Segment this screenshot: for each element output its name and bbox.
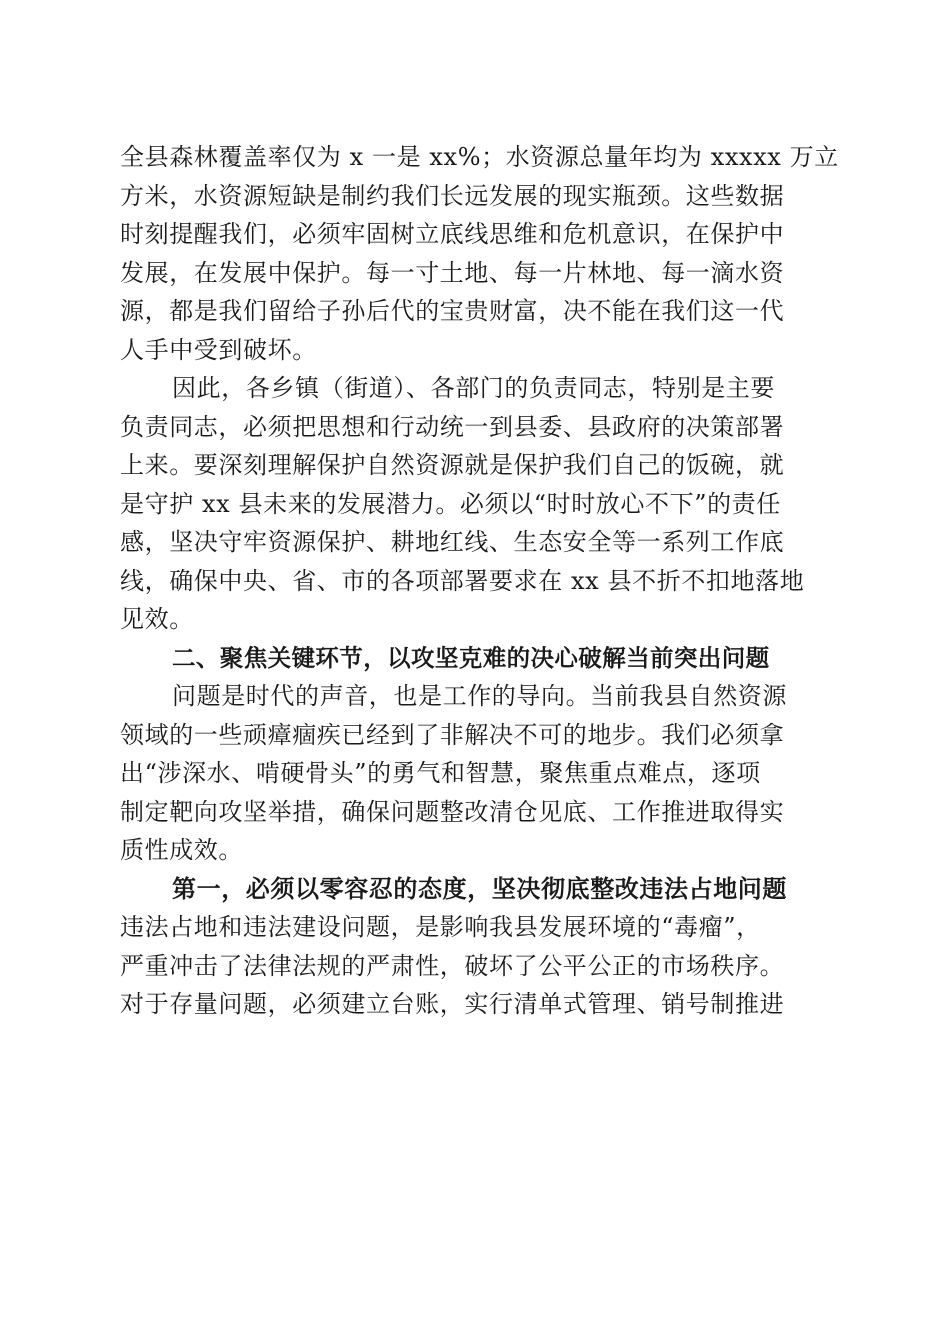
text-line: 出“涉深水、啃硬骨头”的勇气和智慧，聚焦重点难点，逐项 — [120, 759, 761, 787]
text-line: 质性成效。 — [120, 836, 243, 864]
paragraph — [120, 369, 830, 639]
text-line: 人手中受到破坏。 — [120, 335, 317, 364]
text-line: 线，确保中央、省、市的各项部署要求在 xx 县不折不扣地落地 — [120, 566, 805, 595]
text-line: 时刻提醒我们，必须牢固树立底线思维和危机意识，在保护中 — [120, 220, 785, 248]
text-line: 源，都是我们留给子孙后代的宝贵财富，决不能在我们这一代 — [120, 297, 785, 325]
document-page — [120, 138, 839, 1024]
text-line: 是守护 xx 县未来的发展潜力。必须以“时时放心不下”的责任 — [120, 489, 781, 518]
paragraph — [120, 677, 830, 870]
text-line: 发展，在发展中保护。每一寸土地、每一片林地、每一滴水资 — [120, 258, 785, 287]
text-line: 上来。要深刻理解保护自然资源就是保护我们自己的饭碗，就 — [120, 451, 785, 479]
text-line: 见效。 — [120, 605, 194, 633]
text-line: 方米，水资源短缺是制约我们长远发展的现实瓶颈。这些数据 — [120, 181, 785, 210]
text-line: 对于存量问题，必须建立台账，实行清单式管理、销号制推进 — [120, 990, 785, 1018]
subheading-line: 第一，必须以零容忍的态度，坚决彻底整改违法占地问题 — [172, 873, 787, 903]
text-line: 领域的一些顽瘴痼疾已经到了非解决不可的地步。我们必须拿 — [120, 720, 785, 749]
paragraph — [120, 138, 839, 369]
text-line: 违法占地和违法建设问题，是影响我县发展环境的“毒瘤”， — [120, 913, 761, 941]
text-line: 全县森林覆盖率仅为 x 一是 xx%；水资源总量年均为 xxxxx 万立 — [120, 143, 839, 171]
section-heading: 二、聚焦关键环节，以攻坚克难的决心破解当前突出问题 — [172, 643, 770, 672]
text-line: 因此，各乡镇（街道）、各部门的负责同志，特别是主要 — [172, 374, 775, 402]
text-line: 问题是时代的声音，也是工作的导向。当前我县自然资源 — [172, 682, 787, 710]
paragraph — [120, 870, 830, 1024]
text-line: 严重冲击了法律法规的严肃性，破坏了公平公正的市场秩序。 — [120, 951, 785, 980]
text-line: 感，坚决守牢资源保护、耕地红线、生态安全等一系列工作底 — [120, 528, 785, 556]
text-line: 制定靶向攻坚举措，确保问题整改清仓见底、工作推进取得实 — [120, 797, 785, 826]
text-line: 负责同志，必须把思想和行动统一到县委、县政府的决策部署 — [120, 412, 785, 441]
